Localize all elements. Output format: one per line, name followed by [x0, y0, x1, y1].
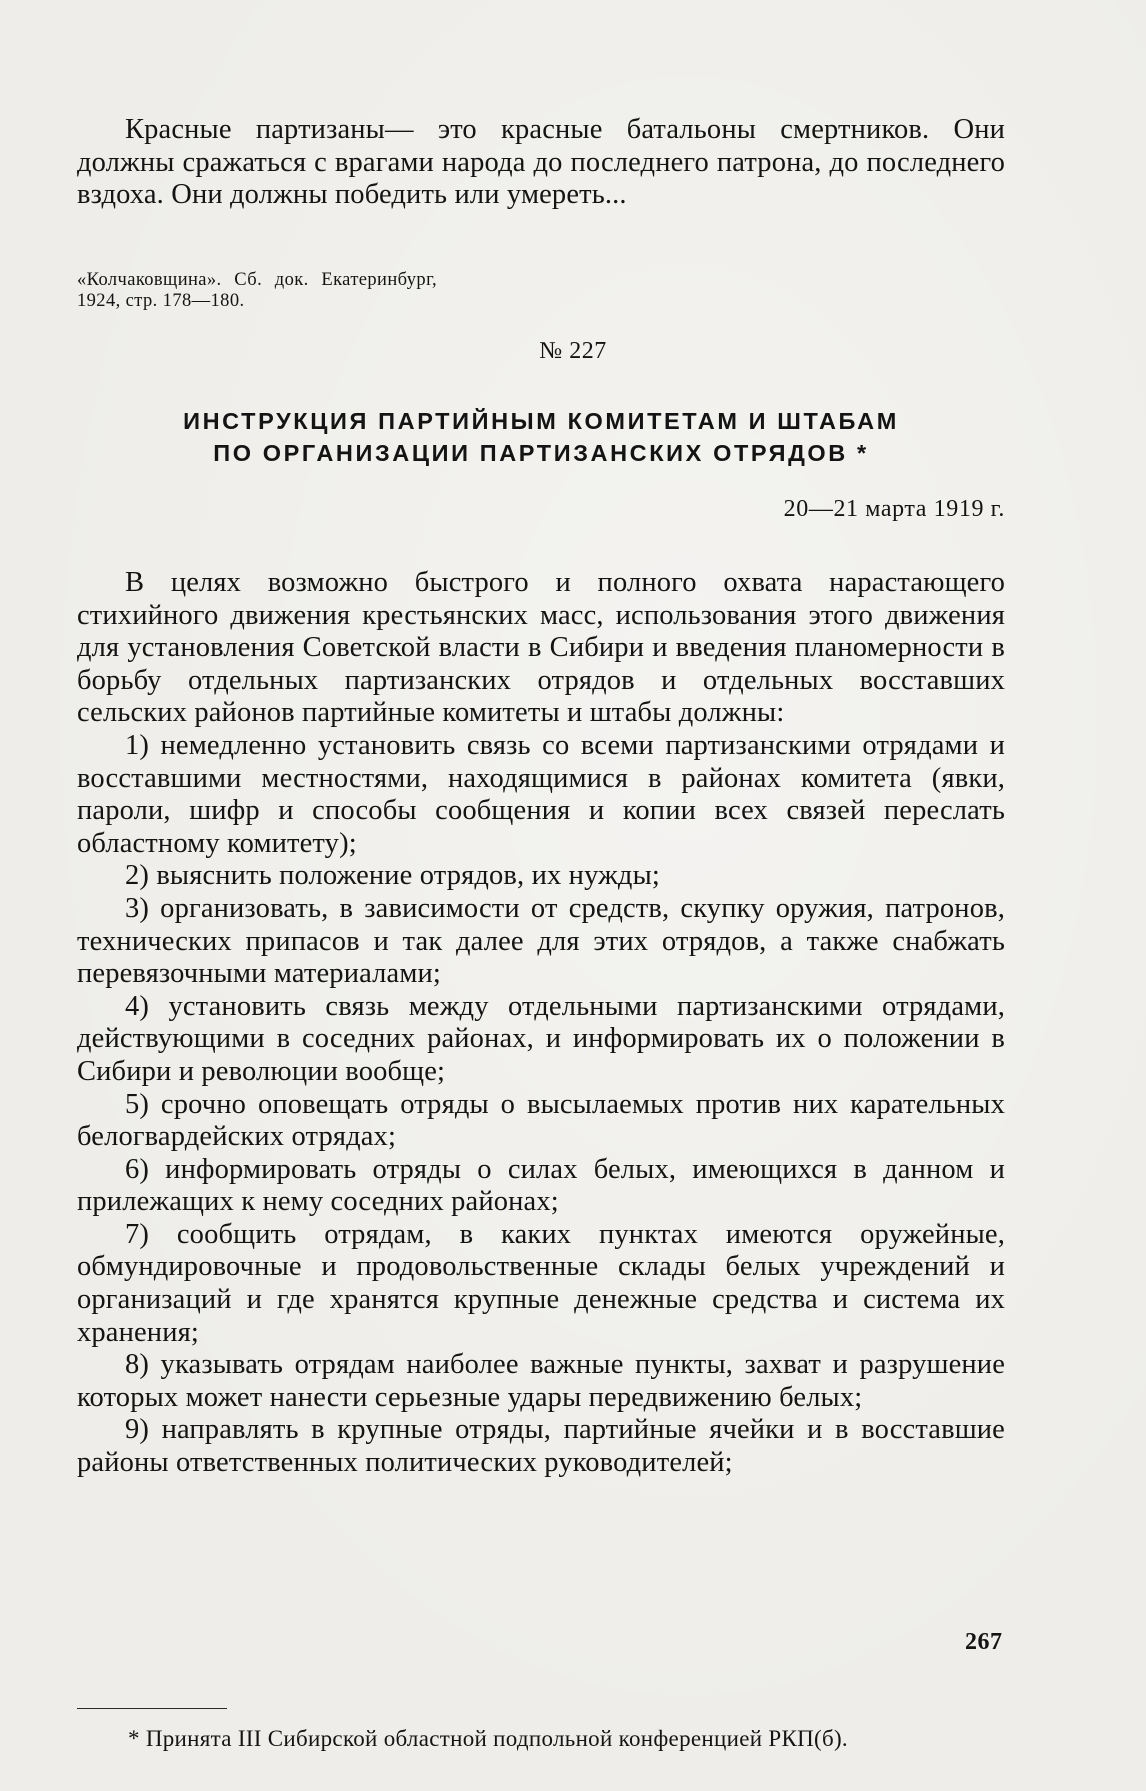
title-line-2: ПО ОРГАНИЗАЦИИ ПАРТИЗАНСКИХ ОТРЯДОВ *: [213, 440, 869, 466]
document-date: 20—21 марта 1919 г.: [783, 496, 1005, 522]
list-item: 9) направлять в крупные отряды, партийные ячейки и в восставшие районы ответственных политических руководителей;: [77, 1414, 1005, 1479]
document-title: [77, 405, 1005, 469]
list-item: 1) немедленно установить связь со всеми партизанскими отрядами и восставшими местностями, находящимися в районах комитета (явки, пароли, шифр и способы сообщения и копии всех связей переслать областному комитету);: [77, 729, 1005, 859]
list-item: 6) информировать отряды о силах белых, имеющихся в данном и прилежащих к нему соседних районах;: [77, 1153, 1005, 1218]
title-line-1: ИНСТРУКЦИЯ ПАРТИЙНЫМ КОМИТЕТАМ И ШТАБАМ: [183, 408, 899, 434]
list-item: 8) указывать отрядам наиболее важные пункты, захват и разрушение которых может нанести серьезные удары передвижению белых;: [77, 1349, 1005, 1413]
footnote-divider: [77, 1708, 227, 1709]
page-number: 267: [965, 1629, 1003, 1655]
intro-paragraph: [77, 114, 1005, 212]
intro-text: Красные партизаны— это красные батальоны смертников. Они должны сражаться с врагами народа до последнего патрона, до последнего вздоха. Они должны победить или умереть...: [77, 114, 1005, 211]
list-item: 7) сообщить отрядам, в каких пунктах имеются оружейные, обмундировочные и продовольственные склады белых учреждений и организаций и где хранятся крупные денежные средства и система их хранения;: [77, 1218, 1005, 1348]
list-item: 5) срочно оповещать отряды о высылаемых против них карательных белогвардейских отрядах;: [77, 1088, 1005, 1153]
instruction-body: [77, 567, 1005, 1480]
document-number: № 227: [539, 338, 607, 364]
source-citation: «Колчаковщина». Сб. док. Екатеринбург, 1924, стр. 178—180.: [77, 270, 437, 311]
footnote: * Принята III Сибирской областной подпольной конференцией РКП(б).: [128, 1726, 848, 1751]
list-item: 4) установить связь между отдельными партизанскими отрядами, действующими в соседних районах, и информировать их о положении в Сибири и революции вообще;: [77, 990, 1005, 1087]
preamble-paragraph: В целях возможно быстрого и полного охвата нарастающего стихийного движения крестьянских масс, использования этого движения для установления Советской власти в Сибири и введения планомерности в борьбу отдельных партизанских отрядов и отдельных восставших сельских районов партийные комитеты и штабы должны:: [77, 567, 1005, 729]
list-item: 2) выяснить положение отрядов, их нужды;: [125, 860, 660, 892]
list-item: 3) организовать, в зависимости от средств, скупку оружия, патронов, технических припасов и так далее для этих отрядов, а также снабжать перевязочными материалами;: [77, 892, 1005, 990]
